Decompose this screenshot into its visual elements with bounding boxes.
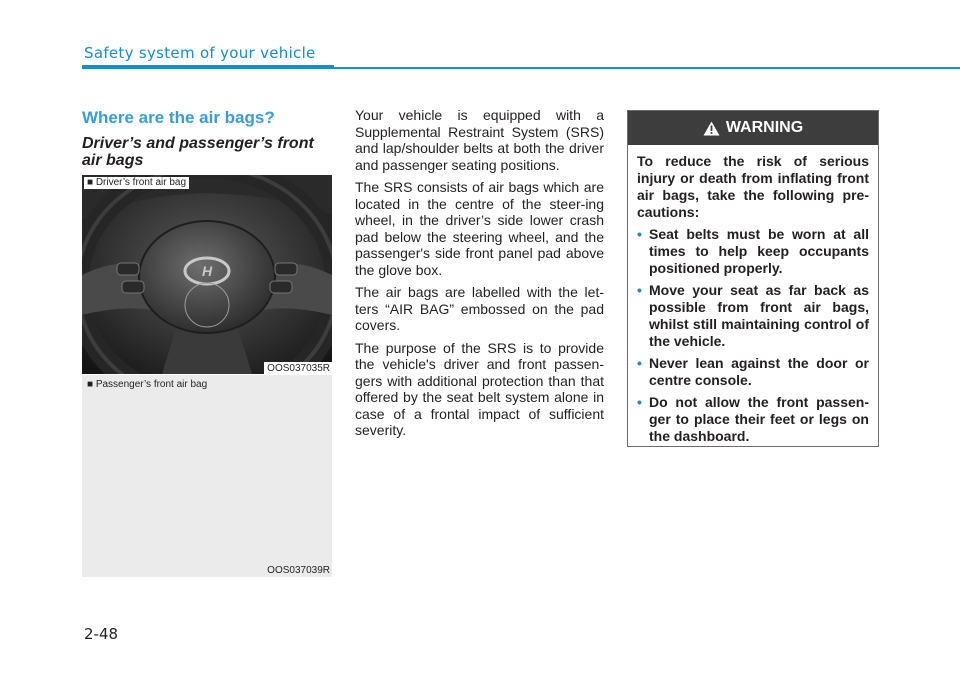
body-paragraph: The SRS consists of air bags which are located in the centre of the steer-ing wheel, in the driver’s side lower crash pad below the steering wheel, and the passenger's side front panel pad above the glove box. [355, 179, 604, 278]
bullet-marker: • [637, 355, 642, 371]
body-paragraph: Your vehicle is equipped with a Supplemental Restraint System (SRS) and lap/shoulder belts at both the driver and passenger seating positions. [355, 107, 604, 173]
subheading: Driver’s and passenger’s front air bags [82, 135, 314, 169]
steering-wheel-airbag-photo [82, 175, 332, 374]
section-heading: Where are the air bags? [82, 108, 275, 127]
warning-item [637, 226, 869, 277]
header-rule-thin [334, 67, 960, 69]
passenger-airbag-photo [82, 375, 332, 577]
warning-item [637, 355, 869, 389]
warning-triangle-icon [703, 121, 720, 136]
body-text [355, 107, 604, 445]
page-number: 2-48 [84, 625, 119, 643]
figure-caption: ■ Passenger’s front air bag [87, 379, 208, 390]
warning-item [637, 282, 869, 350]
warning-title: WARNING [725, 119, 804, 136]
figure-caption: ■ Driver’s front air bag [84, 177, 189, 189]
warning-box [627, 110, 879, 447]
warning-item-text: Move your seat as far back as possible from front air bags, whilst still maintaining control of the vehicle. [649, 282, 869, 349]
section-header: Safety system of your vehicle [84, 44, 316, 62]
warning-list [637, 226, 869, 445]
body-paragraph: The purpose of the SRS is to provide the vehicle's driver and front passen-gers with additional protection than that offered by the seat belt system alone in case of a frontal impact of sufficient severity. [355, 339, 604, 438]
figure-code: OOS037035R [264, 362, 332, 374]
warning-item-text: Do not allow the front passen-ger to place their feet or legs on the dashboard. [649, 394, 869, 444]
bullet-marker: • [637, 226, 642, 242]
warning-item-text: Never lean against the door or centre console. [649, 355, 869, 388]
bullet-marker: • [637, 394, 642, 410]
warning-intro: To reduce the risk of serious injury or death from inflating front air bags, take the following pre-cautions: [637, 153, 869, 220]
figure-code: OOS037039R [267, 565, 330, 576]
header-rule-thick [82, 65, 334, 69]
passenger-airbag-figure [82, 375, 332, 577]
warning-item-text: Seat belts must be worn at all times to help keep occupants positioned properly. [649, 226, 869, 276]
warning-item [637, 394, 869, 445]
bullet-marker: • [637, 282, 642, 298]
svg-text:H: H [201, 263, 213, 279]
driver-airbag-figure [82, 175, 332, 374]
warning-body [628, 145, 878, 445]
warning-header [628, 111, 878, 145]
body-paragraph: The air bags are labelled with the let-ters “AIR BAG” embossed on the pad covers. [355, 284, 604, 333]
